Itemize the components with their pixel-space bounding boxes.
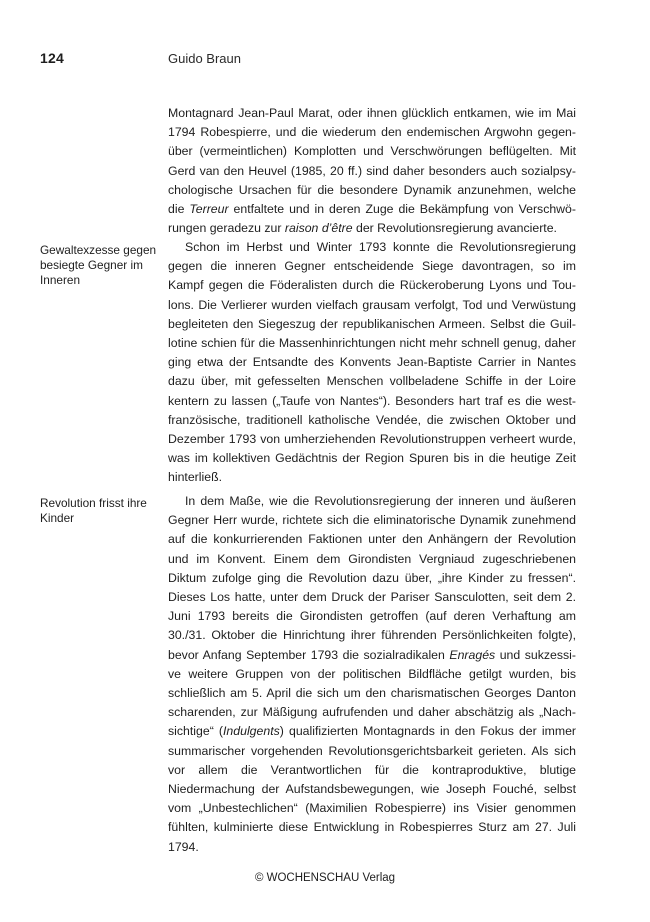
text-run: entfaltete und in deren Zuge die Bekämpfung von Verschwörungen geradezu zur: [168, 202, 577, 236]
text-run: Montagnard Jean-Paul Marat, oder ihnen glücklich entkamen, wie im Mai 1794 Robespierre, und die wiederum den endemischen Argwohn gegenüber (vermeintlichen) Komplotten und Verschwörungen beflügelten. Mit Gerd van den Heuvel (1985, 20 ff.) sind daher besonders auch sozialpsychologische Ursachen für die besondere Dynamik anzunehmen, welche die: [168, 106, 576, 217]
margin-note-gewaltexzesse: Gewaltexzesse gegen besiegte Gegner im Inneren: [40, 243, 157, 288]
text-run: und sukzessive weitere Gruppen von der politischen Bildfläche getilgt wurden, bis schließlich am 5. April die sich um den charismatischen Georges Danton scharenden, zur Mäßigung aufrufenden und daher abschätzig als „Nachsichtige“ (: [168, 647, 576, 739]
emphasis-enrages: Enragés: [449, 647, 496, 662]
emphasis-terreur: Terreur: [189, 202, 229, 217]
text-run: ) qualifizierten Montagnards in den Fokus der immer summarischer vorgehenden Revolutionsgerichtsbarkeit gerieten. Als sich vor allem die Verantwortlichen für die kontraproduktive, blutige Niedermachung der Aufstandsbewegungen, wie Joseph Fouché, selbst vom „Unbestechlichen“ (Maximilien Robespierre) ins Visier genommen fühlten, kulminierte diese Entwicklung in Robespierres Sturz am 27. Juli 1794.: [168, 724, 576, 854]
emphasis-raison-detre: raison d’être: [284, 221, 353, 236]
page-number: 124: [40, 50, 64, 66]
body-paragraph-1: [168, 104, 576, 238]
publisher-footer: © WOCHENSCHAU Verlag: [254, 872, 396, 884]
body-paragraph-3: [168, 492, 576, 857]
text-run: der Revolutionsregierung avancierte.: [352, 221, 557, 236]
emphasis-indulgents: Indulgents: [223, 724, 280, 739]
running-head-author: Guido Braun: [168, 51, 241, 66]
body-paragraph-2: Schon im Herbst und Winter 1793 konnte die Revolutionsregierung gegen die inneren Gegner entscheidende Siege davontragen, so im Kampf gegen die Föderalisten durch die Rückeroberung Lyons und Toulons. Die Verlierer wurden vielfach grausam verfolgt, Tod und Verwüstung begleiteten den Siegeszug der republikanischen Armeen. Selbst die Guillotine schien für die Massenhinrichtungen nicht mehr schnell genug, daher ging etwa der Entsandte des Konvents Jean-Baptiste Carrier in Nantes dazu über, mit gefesselten Menschen vollbeladene Schiffe in der Loire kentern zu lassen („Taufe von Nantes“). Besonders hart traf es die westfranzösische, traditionell katholische Vendée, die zwischen Oktober und Dezember 1793 von umherziehenden Revolutionstruppen verheert wurde, was im kollektiven Gedächtnis der Region Spuren bis in die heutige Zeit hinterließ.: [168, 240, 576, 485]
text-run: In dem Maße, wie die Revolutionsregierung der inneren und äußeren Gegner Herr wurde, richtete sich die eliminatorische Dynamik zunehmend auf die konkurrierenden Faktionen unter den Anhängern der Revolution und im Konvent. Einem dem Girondisten Vergniaud zugeschriebenen Diktum zufolge ging die Revolution dazu über, „ihre Kinder zu fressen“. Dieses Los hatte, unter dem Druck der Pariser Sansculotten, seit dem 2. Juni 1793 bereits die Girondisten getroffen (auf deren Verhaftung am 30./31. Oktober die Hinrichtung ihrer führenden Persönlichkeiten folgte), bevor Anfang September 1793 die sozialradikalen: [168, 494, 576, 662]
margin-note-revolution-frisst: Revolution frisst ihre Kinder: [40, 496, 147, 526]
